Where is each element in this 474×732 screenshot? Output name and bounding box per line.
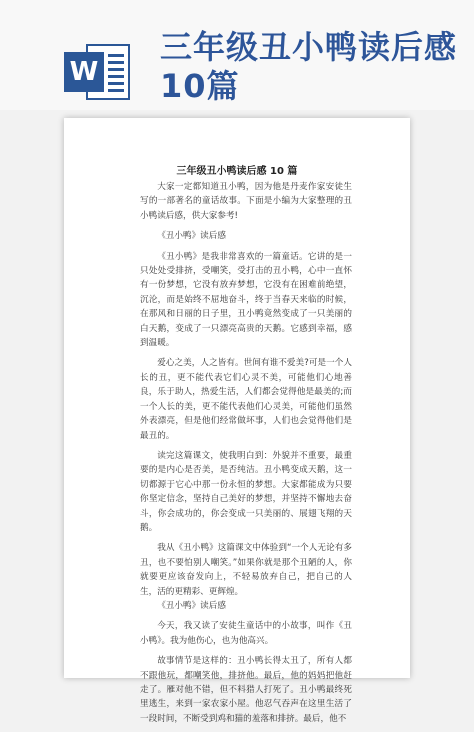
header-banner bbox=[0, 0, 474, 110]
word-w-logo: W bbox=[64, 52, 104, 92]
paragraph: 我从《丑小鸭》这篇课文中体验到“一个人无论有多丑，也不要怕别人嘲笑。”如果你就是那个丑陋的人，你就要更应该奋发向上，不轻易放弃自己，把自己的人生，活的更精彩、更辉煌。 bbox=[140, 543, 352, 597]
paragraph: 爱心之美，人之皆有。世间有谁不爱美?可是一个人长的丑，更不能代表它们心灵不美，可能他们心地善良，乐于助人，热爱生活，人们都会觉得他是最美的;而一个人长的美，更不能代表他们心灵美，可能他们虽然外表漂亮，但是他们经常做坏事，人们也会觉得他们是最丑的。 bbox=[140, 358, 352, 441]
paragraph: 《丑小鸭》是我非常喜欢的一篇童话。它讲的是一只处处受排挤，受嘲笑，受打击的丑小鸭，心中一直怀有一份梦想，它没有放弃梦想，它没有在困难前绝望，沉沦，而是始终不屈地奋斗，终于当春天来临的时候，在那风和日丽的日子里，丑小鸭竟然变成了一只美丽的白天鹅，变成了一只漂亮高贵的天鹅。它感到幸福，感到温暖。 bbox=[140, 251, 352, 349]
document-body bbox=[140, 180, 352, 732]
document-page bbox=[64, 118, 410, 724]
section-heading: 《丑小鸭》读后感 bbox=[157, 231, 226, 242]
paragraph: 读完这篇课文，使我明白到：外貌并不重要，最重要的是内心是否美，是否纯洁。丑小鸭变成天鹅，这一切都源于它心中那一份永恒的梦想。大家都能成为只要你坚定信念，坚持自己美好的梦想，并坚持不懈地去奋斗，你会成功的，你会变成一只美丽的、展翅飞翔的天鹅。 bbox=[140, 450, 352, 533]
section-heading: 《丑小鸭》读后感 bbox=[157, 600, 226, 611]
document-title: 三年级丑小鸭读后感 10 篇 bbox=[176, 166, 298, 177]
paragraph: 故事情节是这样的：丑小鸭长得太丑了，所有人都不跟他玩，都嘲笑他，排挤他。最后，他的妈妈把他赶走了。雁对他不错，但不料猎人打死了。丑小鸭最终死里逃生，来到一家农家小屋。他忍气吞声在这里生活了一段时间，不断受到鸡和猫的羞落和排挤。最后，他不 bbox=[140, 656, 352, 724]
word-document-icon bbox=[64, 44, 132, 100]
paragraph: 今天，我又读了安徒生童话中的小故事，叫作《丑小鸭》。我为他伤心，也为他高兴。 bbox=[140, 621, 352, 646]
page-title: 三年级丑小鸭读后感10篇 bbox=[160, 28, 458, 105]
paragraph: 大家一定都知道丑小鸭，因为他是丹麦作家安徒生写的一部著名的童话故事。下面是小编为大家整理的丑小鸭读后感，供大家参考! bbox=[140, 182, 352, 221]
